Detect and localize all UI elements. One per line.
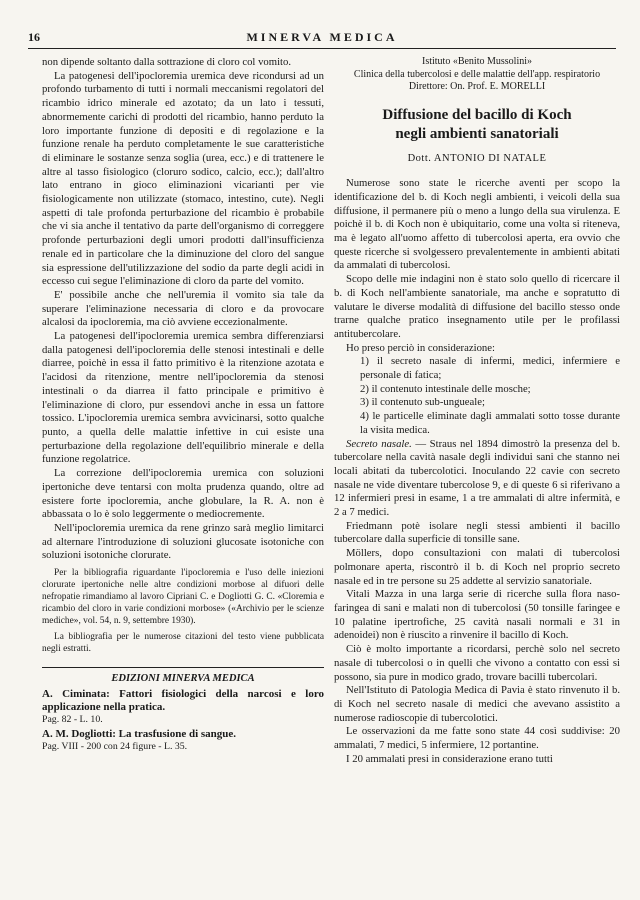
paragraph: Ho preso perciò in considerazione: (346, 341, 495, 354)
article-author: Dott. ANTONIO DI NATALE (407, 152, 547, 164)
article-title (334, 106, 620, 144)
book-info: Pag. 82 - L. 10. (42, 713, 103, 725)
paragraph: Le osservazioni da me fatte sono state 44 così suddivise: 20 ammalati, 7 medici, 5 infermiere, 12 portantine. (334, 725, 620, 752)
paragraph: E' possibile anche che nell'uremia il vomito sia tale da superare l'eliminazione necessaria di cloro e da provocare alcalosi da ipocloremia, ma ciò avviene eccezionalmente. (42, 288, 324, 329)
list-item: 2) il contenuto intestinale delle mosche; (360, 382, 531, 395)
header-rule (28, 48, 616, 49)
editions-heading: EDIZIONI MINERVA MEDICA (111, 673, 255, 685)
list-item: 3) il contenuto sub-ungueale; (360, 396, 485, 409)
paragraph: Möllers, dopo consultazioni con malati di tubercolosi polmonare aperta, riscontrò il b. di Koch nel proprio secreto nasale ed in tre persone su 25 addette al servizio sanatoriale. (334, 547, 620, 587)
paragraph (334, 438, 620, 520)
page-header (28, 30, 616, 46)
right-column (334, 56, 620, 766)
references (42, 567, 324, 655)
section-divider (42, 667, 324, 668)
paragraph: Scopo delle mie indagini non è stato solo quello di ricercare il b. di Koch nell'ambiente sanatoriale, ma anche e sopratutto di valutare le diverse modalità di diffusione del bacillo stesso onde trarne qualche pratico insegnamento utile per le profilassi antitubercolare. (334, 273, 620, 340)
book-info: Pag. VIII - 200 con 24 figure - L. 35. (42, 740, 188, 752)
paragraph: La patogenesi dell'ipocloremia uremica deve ricondursi ad un profondo turbamento di tutti i normali meccanismi regolatori del ricambio idrico minerale ed azotato; da un lato i tessuti, abnormemente carichi di prodotti del ricambio, hanno perduto la loro importante funzione di depositi e di regolazione e la funzione renale ha perduto completamente le sue caratteristiche di eliminare le sostanze senza soglia (urea, ecc.) e di trattenere le altre al tasso fisiologico (cloruro sodico, calcio, ecc.); dall'altro lato entrano in gioco eliminazioni vicarianti per vie fisiologicamente non utilizzate (stomaco, intestino, cute). Negli aspetti di tale profonda perturbazione del ricambio è probabile che vi sia anche il tentativo da parte dell'organismo di correggere profonde perturbazioni degli umori prodotti dall'insufficienza renale ed in particolare che la diminuzione del cloro del sangue sia espressione dell'utilizzazione del sodio da parte degli acidi in eccesso cui segue l'eliminazione di cloro da parte del vomito. (42, 69, 324, 288)
page-number: 16 (28, 30, 40, 44)
book-title: A. M. Dogliotti: La trasfusione di sangue. (42, 727, 237, 740)
reference-note: La bibliografia per le numerose citazioni del testo viene pubblicata negli estratti. (42, 632, 324, 655)
article-title-line: negli ambienti sanatoriali (395, 125, 559, 142)
section-label: Secreto nasale. (346, 437, 412, 450)
section-text: — Straus nel 1894 dimostrò la presenza del b. tubercolare nella cavità nasale degli individui sani che stanno nei locali abitati da tubercolotici. Inoculando 22 cavie con secreto nasale ne vide diventare tubercolose 9, e di queste 6 si riferivano a 12 infermieri presi in esame, 1 a tre ammalati di altre infermità, e 2 a 7 medici. (334, 437, 620, 519)
list-item: 4) le particelle eliminate dagli ammalati sotto tosse durante la visita medica. (360, 410, 620, 436)
paragraph: Nell'ipocloremia uremica da rene grinzo sarà meglio limitarci ad alternare l'introduzione di soluzioni glucosate isotoniche con soluzioni isotoniche clorurate. (42, 521, 324, 562)
paragraph: La correzione dell'ipocloremia uremica con soluzioni ipertoniche deve tentarsi con molta prudenza quando, oltre ad esistere forte ipocloremia, anche globulare, la R. A. non è abbassata o lo è solo leggermente o mediocremente. (42, 467, 324, 521)
paragraph: Numerose sono state le ricerche aventi per scopo la identificazione del b. di Koch negli ambienti, i veicoli della sua diffusione, il permanere più o meno a lungo della sua virulenza. E poichè il b. di Koch non è ubiquitario, come una volta si riteneva, ma è legato all'uomo affetto di tubercolosi aperta, era ovvio che queste ricerche si svolgessero prevalentemente in ambienti abitati da ammalati di tubercolosi. (334, 177, 620, 272)
paragraph: La patogenesi dell'ipocloremia uremica sembra differenziarsi dalla patogenesi dell'ipocloremia delle stenosi intestinali e delle diarree, poichè in essa il fatto primitivo è la ritenzione azotata e l'acidosi da ritenzione, mentre nell'ipocloremia da stenosi intestinali o da diarrea il fatto principale e primitivo è l'eliminazione di cloro, pur essendovi anche in essa un fattore tossico. L'ipocloremia uremica sembra avvicinarsi, sotto qualche punto, a quella delle malattie infettive in cui esiste una perturbazione della regolazione dell'equilibrio minerale e della funzione regolatrice. (42, 330, 324, 466)
book-title: A. Ciminata: Fattori fisiologici della narcosi e loro applicazione nella pratica. (42, 687, 324, 713)
paragraph: Ciò è molto importante a ricordarsi, perchè solo nel secreto nasale di tubercolosi o in quelli che vivono a contatto con essi si possono, sia pure in modico grado, trovare bacilli tubercolari. (334, 643, 620, 683)
paragraph: I 20 ammalati presi in considerazione erano tutti (346, 752, 553, 765)
paragraph: non dipende soltanto dalla sottrazione di cloro col vomito. (42, 56, 292, 68)
institute-name: Istituto «Benito Mussolini» (421, 56, 532, 67)
paragraph: Vitali Mazza in una larga serie di ricerche sulla flora naso-faringea di sani e malati non di tubercolosi (50 tonsille faringee e 10 palatine ipertrofiche, 25 cavità nasali normali e 31 in adenoidei) non è riuscito a rinvenire il bacillo di Koch. (334, 588, 620, 642)
paragraph: Nell'Istituto di Patologia Medica di Pavia è stato rinvenuto il b. di Koch nel secreto nasale di medici che avevano assistito a numerose radioscopie di tubercolotici. (334, 684, 620, 724)
director: Direttore: On. Prof. E. MORELLI (408, 81, 546, 92)
clinic-name: Clinica della tubercolosi e delle malattie dell'app. respiratorio (353, 68, 601, 80)
list-item: 1) il secreto nasale di infermi, medici, infermiere e personale di fatica; (360, 355, 620, 382)
paragraph: Friedmann potè isolare negli stessi ambienti il bacillo tubercolare dalla superficie di tonsille sane. (334, 519, 620, 546)
journal-title: MINERVA MEDICA (246, 30, 398, 44)
reference-note: Per la bibliografia riguardante l'ipocloremia e l'uso delle iniezioni clorurate ipertoniche nelle altre condizioni morbose al difuori delle nefropatie rimandiamo al lavoro Cipriani C. e Dogliotti G. C. «Cloremia e ricambio del cloro in varie condizioni morbose» («Archivio per le scienze mediche», vol. 54, n. 9, settembre 1930). (42, 568, 324, 627)
article-title-line: Diffusione del bacillo di Koch (382, 106, 572, 123)
left-column (42, 56, 324, 753)
